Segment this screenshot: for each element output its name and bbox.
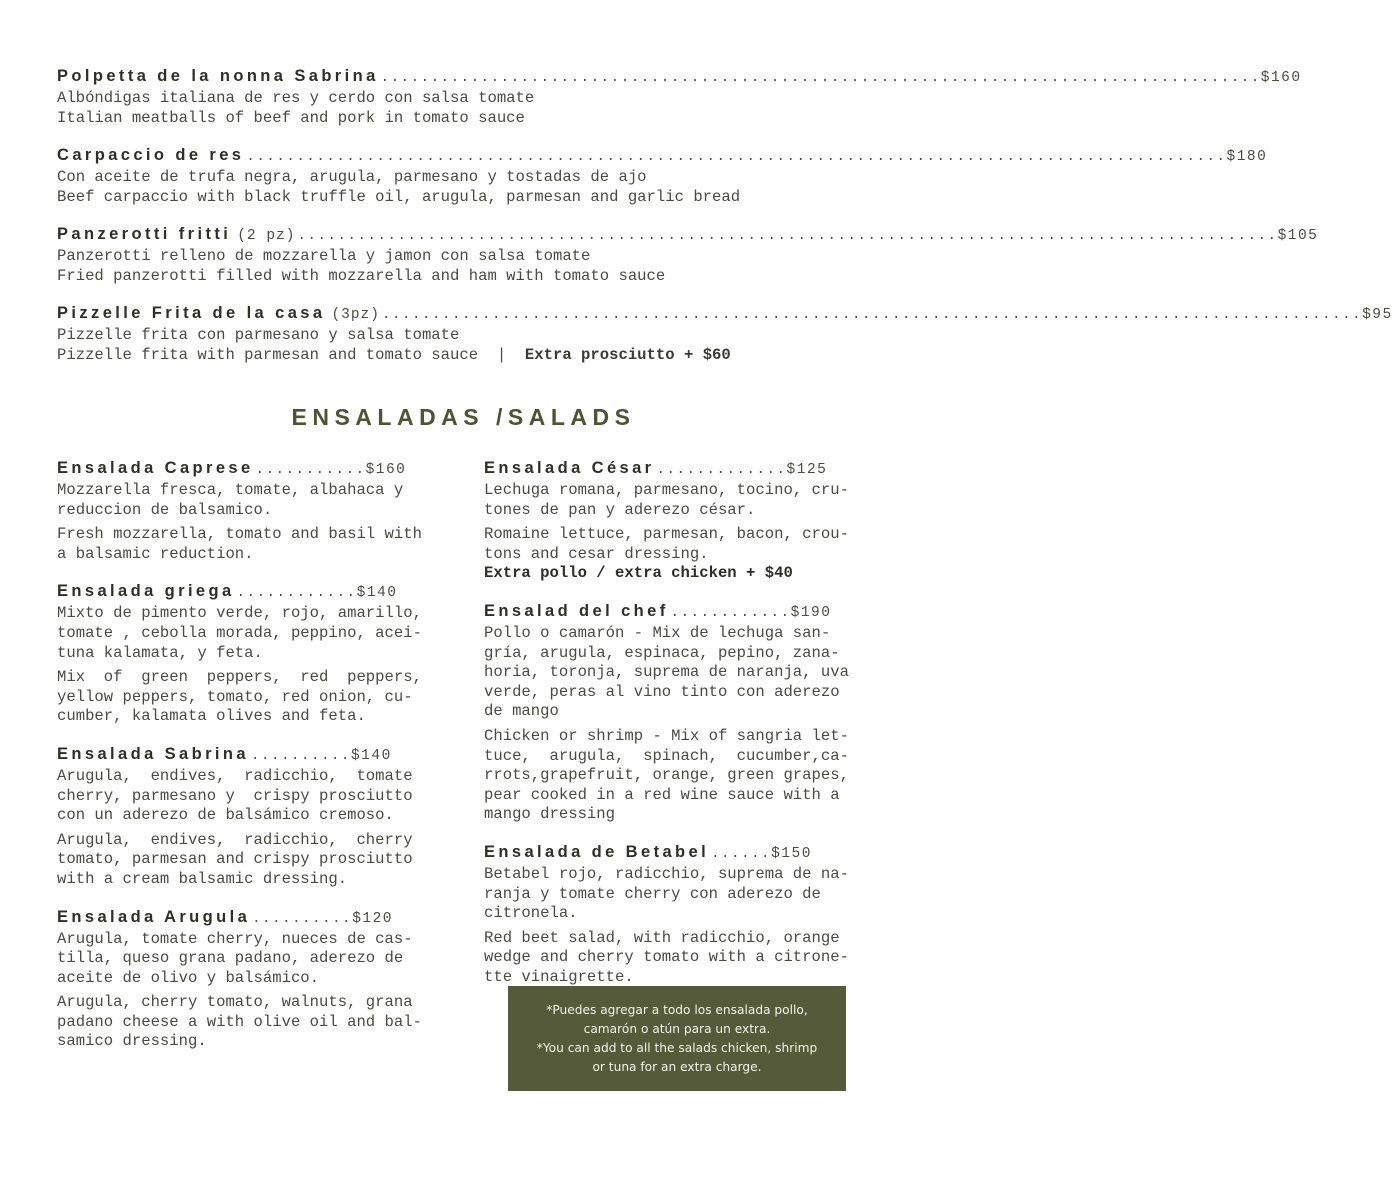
item-name: Polpetta de la nonna Sabrina: [57, 67, 379, 85]
item-description-es: Albóndigas italiana de res y cerdo con salsa tomate: [57, 89, 535, 107]
salad-griega: [57, 582, 447, 727]
item-name: Ensalad del chef: [484, 601, 669, 620]
salad-chef: [484, 602, 874, 825]
section-title: ENSALADAS /SALADS: [291, 404, 636, 430]
item-description-en-text: Pizzelle frita with parmesan and tomato sauce |: [57, 345, 525, 364]
item-name: Ensalada Sabrina: [57, 744, 249, 763]
item-price: $150: [771, 845, 812, 862]
salad-betabel: [484, 843, 874, 988]
note-line: camarón o atún para un extra.: [583, 1021, 771, 1036]
note-line: *Puedes agregar a todo los ensalada pollo,: [546, 1002, 808, 1017]
dot-leader: ..................................................................................................: [381, 307, 1363, 323]
item-description-en: Romaine lettuce, parmesan, bacon, crou- tons and cesar dressing.: [484, 525, 849, 563]
item-description-es: Pollo o camarón - Mix de lechuga san- gría, arugula, espinaca, pepino, zana- horia, toronja, suprema de naranja, uva verde, peras al vino tinto con aderezo de mango: [484, 623, 849, 721]
item-description-es: Pizzelle frita con parmesano y salsa tomate: [57, 326, 460, 344]
item-name: Panzerotti fritti: [57, 225, 232, 243]
salad-extras-note: [508, 986, 846, 1091]
dot-leader: ..................................................................................................: [246, 149, 1227, 165]
note-line: or tuna for an extra charge.: [592, 1059, 762, 1074]
item-name: Ensalada griega: [57, 582, 235, 601]
menu-item-panzerotti: [57, 225, 1319, 286]
item-name: Ensalada Caprese: [57, 459, 254, 477]
item-price: $120: [352, 910, 393, 927]
salads-right-column: [484, 459, 874, 987]
item-description-es: Arugula, tomate cherry, nueces de cas- tilla, queso grana padano, aderezo de aceite de olivo y balsámico.: [57, 929, 413, 987]
item-quantity: (3pz): [331, 307, 380, 323]
dot-leader: ............: [670, 604, 791, 621]
item-price: $105: [1277, 228, 1319, 244]
salad-arugula: [57, 908, 447, 1053]
item-description-es: Panzerotti relleno de mozzarella y jamon con salsa tomate: [57, 247, 591, 265]
dot-leader: ...........: [255, 462, 366, 478]
item-price: $95: [1362, 307, 1393, 323]
item-extra: Extra pollo / extra chicken + $40: [484, 564, 793, 583]
item-description-en: Arugula, cherry tomato, walnuts, grana padano cheese a with olive oil and bal- samico dressing.: [57, 993, 422, 1051]
item-price: $140: [356, 585, 398, 602]
item-description-en: [57, 346, 873, 366]
salad-sabrina: [57, 745, 447, 890]
note-line: *You can add to all the salads chicken, shrimp: [536, 1040, 818, 1055]
dot-leader: .............: [656, 462, 787, 478]
salads-left-column: [57, 459, 447, 1052]
item-name: Carpaccio de res: [57, 146, 245, 164]
item-description-en: Beef carpaccio with black truffle oil, arugula, parmesan and garlic bread: [57, 187, 741, 206]
item-description-en: Red beet salad, with radicchio, orange wedge and cherry tomato with a citrone- tte vinaigrette.: [484, 928, 849, 986]
item-price: $160: [365, 462, 407, 478]
item-description-en: Fried panzerotti filled with mozzarella and ham with tomato sauce: [57, 266, 666, 285]
menu-item-carpaccio: [57, 146, 1268, 207]
dot-leader: ..........: [252, 910, 353, 927]
item-name: Ensalada César: [484, 459, 655, 477]
item-description-es: Lechuga romana, parmesano, tocino, cru- tones de pan y aderezo césar.: [484, 481, 849, 519]
item-description-en: Mix of green peppers, red peppers, yellow peppers, tomato, red onion, cu- cumber, kalamata olives and feta.: [57, 668, 422, 726]
menu-item-polpetta: [57, 67, 1302, 128]
item-description-es: Betabel rojo, radicchio, suprema de na- ranja y tomate cherry con aderezo de citronela.: [484, 864, 849, 923]
item-description-es: Mozzarella fresca, tomate, albahaca y reduccion de balsamico.: [57, 481, 404, 519]
salad-cesar: [484, 459, 874, 584]
item-name: Ensalada Arugula: [57, 907, 251, 926]
item-description-es: Arugula, endives, radicchio, tomate cherry, parmesano y crispy prosciutto con un aderezo de balsámico cremoso.: [57, 766, 413, 825]
item-description-en: Arugula, endives, radicchio, cherry tomato, parmesan and crispy prosciutto with a cream balsamic dressing.: [57, 830, 413, 888]
dot-leader: ........................................................................................: [380, 70, 1261, 86]
dot-leader: ......: [711, 845, 772, 862]
dot-leader: ..................................................................................................: [297, 228, 1278, 244]
item-price: $125: [786, 462, 828, 478]
item-extra: Extra prosciutto + $60: [524, 345, 731, 364]
item-price: $140: [350, 747, 392, 764]
salad-caprese: [57, 459, 447, 564]
item-description-es: Con aceite de trufa negra, arugula, parmesano y tostadas de ajo: [57, 168, 647, 186]
item-description-es: Mixto de pimento verde, rojo, amarillo, tomate , cebolla morada, peppino, acei- tuna kalamata, y feta.: [57, 604, 422, 662]
item-quantity: (2 pz): [237, 228, 296, 244]
item-price: $180: [1226, 149, 1268, 165]
item-description-en: Chicken or shrimp - Mix of sangria let- tuce, arugula, spinach, cucumber,ca- rrots,grapefruit, orange, green grapes, pear cooked in a red wine sauce with a mango dressing: [484, 726, 849, 824]
item-price: $160: [1260, 70, 1302, 86]
item-name: Ensalada de Betabel: [484, 842, 710, 861]
menu-item-pizzelle: [57, 304, 1393, 365]
item-name: Pizzelle Frita de la casa: [57, 304, 326, 322]
dot-leader: ..........: [250, 747, 351, 764]
item-description-en: Fresh mozzarella, tomato and basil with a balsamic reduction.: [57, 525, 422, 563]
item-price: $190: [790, 604, 832, 621]
dot-leader: ............: [236, 585, 357, 602]
item-description-en: Italian meatballs of beef and pork in tomato sauce: [57, 108, 525, 127]
